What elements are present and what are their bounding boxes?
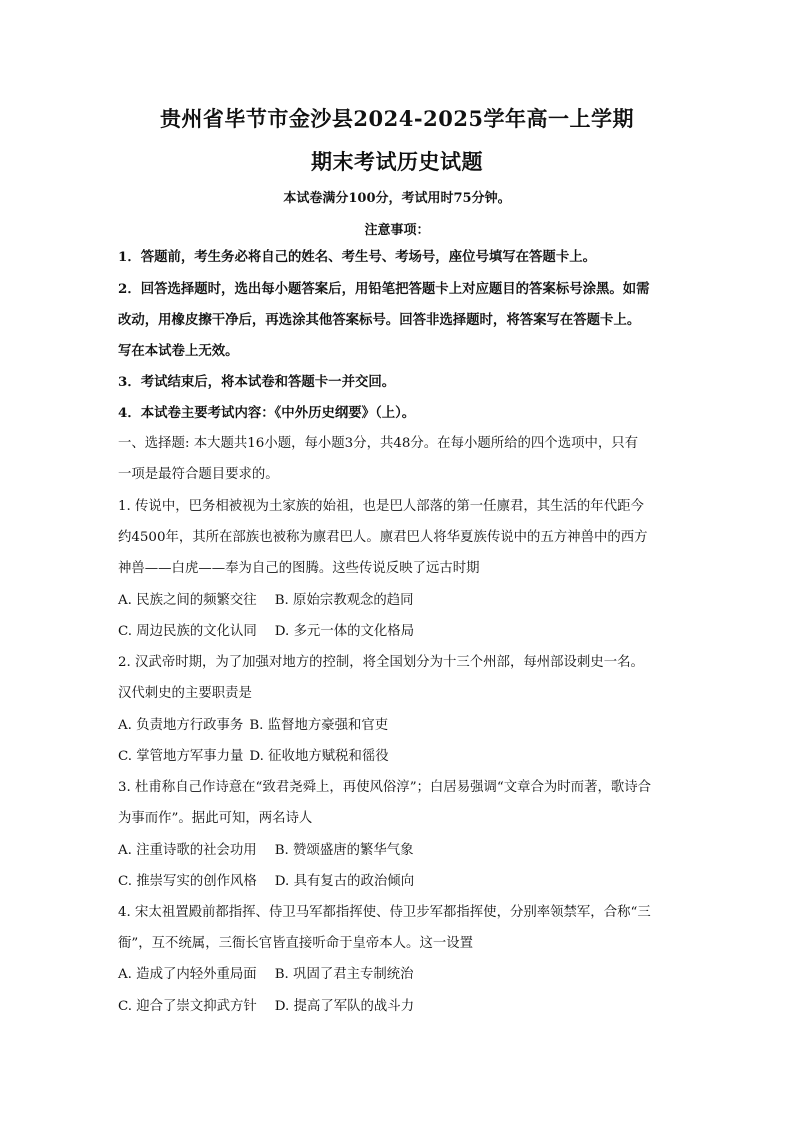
- notice-line: 写在本试卷上无效。: [118, 343, 239, 359]
- option-d[interactable]: D. 具有复古的政治倾向: [274, 874, 415, 889]
- option-row: [118, 841, 678, 861]
- option-row: [118, 965, 678, 985]
- option-b[interactable]: B. 赞颂盛唐的繁华气象: [274, 843, 414, 858]
- question-stem: 为事而作”。据此可知，两名诗人: [118, 811, 313, 826]
- notice-heading: 注意事项：: [364, 223, 430, 238]
- question-stem: 1. 传说中，巴务相被视为土家族的始祖，也是巴人部落的第一任廪君，其生活的年代距今: [118, 499, 644, 514]
- section-heading: 一、选择题: 本大题共16小题，每小题3分，共48分。在每小题所给的四个选项中，只有: [118, 436, 639, 451]
- option-a[interactable]: A. 民族之间的频繁交往: [118, 593, 257, 608]
- option-row: [118, 591, 678, 611]
- question-stem: 汉代刺史的主要职责是: [118, 686, 252, 701]
- question-stem: 3. 杜甫称自己作诗意在“致君尧舜上，再使风俗淳”；白居易强调“文章合为时而著，歌诗合: [118, 780, 652, 795]
- notice-line: 2．回答选择题时，选出每小题答案后，用铅笔把答题卡上对应题目的答案标号涂黑。如需: [118, 281, 650, 297]
- option-a[interactable]: A. 造成了内轻外重局面: [118, 967, 257, 982]
- notice-line: 改动，用橡皮擦干净后，再选涂其他答案标号。回答非选择题时，将答案写在答题卡上。: [118, 312, 641, 328]
- option-b[interactable]: B. 巩固了君主专制统治: [274, 967, 414, 982]
- option-row: [118, 716, 678, 736]
- notice-line: 1．答题前，考生务必将自己的姓名、考生号、考场号，座位号填写在答题卡上。: [118, 249, 596, 265]
- section-heading: 一项是最符合题目要求的。: [118, 467, 279, 482]
- notice-line: 4．本试卷主要考试内容：《中外历史纲要》（上）。: [118, 405, 416, 421]
- question-stem: 衙”，互不统属，三衙长官皆直接听命于皇帝本人。这一设置: [118, 936, 473, 951]
- question-stem: 神兽——白虎——奉为自己的图腾。这些传说反映了远古时期: [118, 561, 480, 576]
- question-stem: 约4500年，其所在部族也被称为廪君巴人。廪君巴人将华夏族传说中的五方神兽中的西方: [118, 530, 648, 545]
- option-b[interactable]: B. 原始宗教观念的趋同: [274, 593, 414, 608]
- page-title: 贵州省毕节市金沙县2024-2025学年高一上学期: [159, 106, 635, 131]
- question-stem: 2. 汉武帝时期，为了加强对地方的控制，将全国划分为十三个州部，每州部设刺史一名。: [118, 655, 644, 670]
- option-c[interactable]: C. 掌管地方军事力量: [118, 749, 244, 764]
- option-row: [118, 872, 678, 892]
- option-c[interactable]: C. 周边民族的文化认同: [118, 624, 257, 639]
- question-stem: 4. 宋太祖置殿前都指挥、侍卫马军都指挥使、侍卫步军都指挥使，分别率领禁军，合称“三: [118, 905, 651, 920]
- notice-line: 3．考试结束后，将本试卷和答题卡一并交回。: [118, 374, 396, 390]
- page-subtitle: 期末考试历史试题: [311, 149, 483, 174]
- option-a[interactable]: A. 负责地方行政事务: [118, 718, 244, 733]
- option-d[interactable]: D. 提高了军队的战斗力: [274, 999, 415, 1014]
- option-d[interactable]: D. 征收地方赋税和徭役: [249, 749, 389, 764]
- option-c[interactable]: C. 推崇写实的创作风格: [118, 874, 257, 889]
- option-a[interactable]: A. 注重诗歌的社会功用: [118, 843, 257, 858]
- option-row: [118, 997, 678, 1017]
- option-row: [118, 747, 678, 767]
- option-c[interactable]: C. 迎合了崇文抑武方针: [118, 999, 257, 1014]
- option-row: [118, 622, 678, 642]
- exam-info: 本试卷满分100分，考试用时75分钟。: [283, 191, 511, 206]
- option-b[interactable]: B. 监督地方豪强和官吏: [249, 718, 389, 733]
- option-d[interactable]: D. 多元一体的文化格局: [274, 624, 415, 639]
